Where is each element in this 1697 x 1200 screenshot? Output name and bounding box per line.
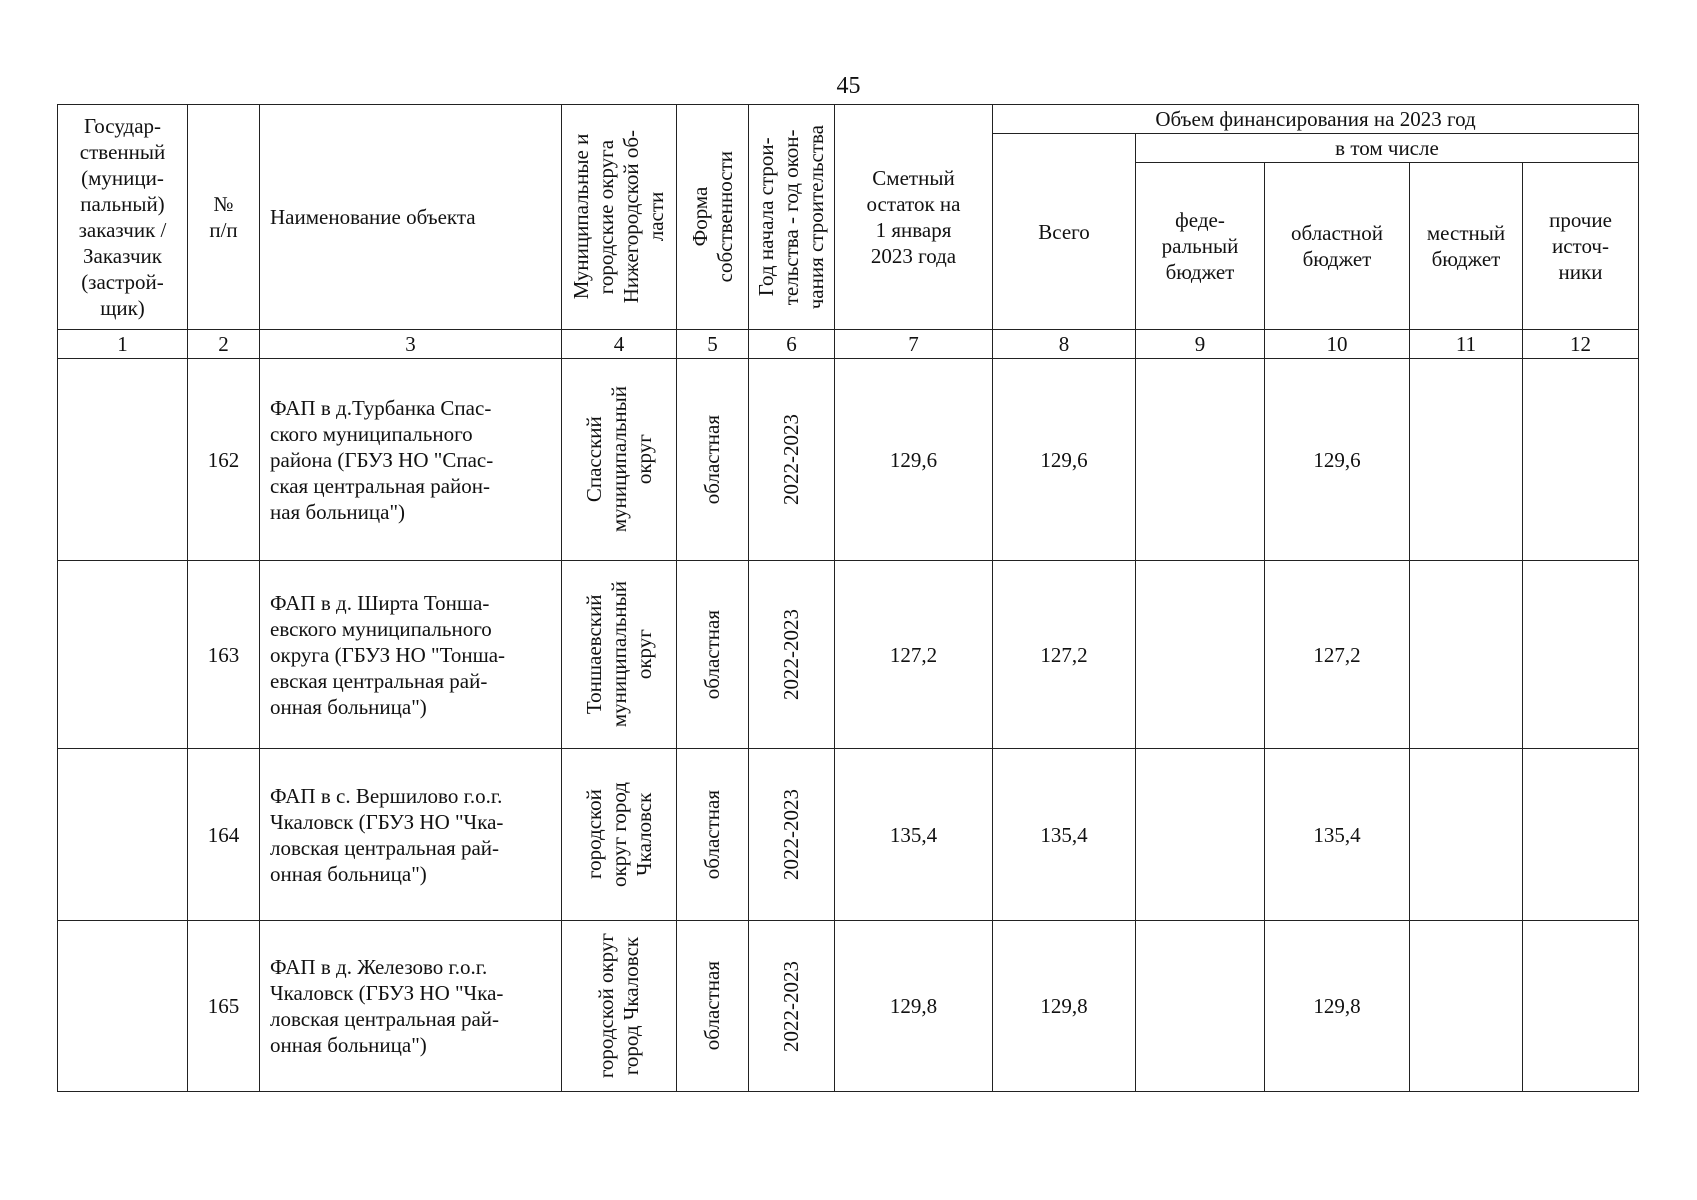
column-number: 5	[677, 330, 749, 359]
cell-customer	[58, 561, 188, 749]
cell-other	[1523, 749, 1639, 921]
cell-customer	[58, 921, 188, 1092]
cell-municipality: Тоншаевский муниципальный округ	[562, 561, 677, 749]
header-municipality: Муниципальные и городские округа Нижегородской об- ласти	[562, 105, 677, 330]
cell-total: 129,6	[993, 359, 1136, 561]
cell-customer	[58, 749, 188, 921]
cell-regional: 129,6	[1265, 359, 1410, 561]
column-number: 8	[993, 330, 1136, 359]
cell-regional: 135,4	[1265, 749, 1410, 921]
cell-years: 2022-2023	[749, 749, 835, 921]
cell-estimate: 129,8	[835, 921, 993, 1092]
cell-estimate: 135,4	[835, 749, 993, 921]
cell-object-name: ФАП в с. Вершилово г.о.г. Чкаловск (ГБУЗ НО "Чка- ловская центральная рай- онная больница")	[260, 749, 562, 921]
cell-regional: 127,2	[1265, 561, 1410, 749]
table-row	[58, 561, 1639, 749]
cell-ownership: областная	[677, 921, 749, 1092]
column-number: 3	[260, 330, 562, 359]
header-estimate: Сметный остаток на 1 января 2023 года	[835, 105, 993, 330]
header-years: Год начала строи- тельства - год окон- чания строительства	[749, 105, 835, 330]
header-customer: Государ- ственный (муници- пальный) заказчик / Заказчик (застрой- щик)	[58, 105, 188, 330]
cell-customer	[58, 359, 188, 561]
cell-other	[1523, 561, 1639, 749]
cell-number: 162	[188, 359, 260, 561]
cell-years: 2022-2023	[749, 359, 835, 561]
column-number: 7	[835, 330, 993, 359]
cell-total: 129,8	[993, 921, 1136, 1092]
cell-number: 164	[188, 749, 260, 921]
cell-estimate: 127,2	[835, 561, 993, 749]
column-number: 2	[188, 330, 260, 359]
cell-object-name: ФАП в д.Турбанка Спас- ского муниципального района (ГБУЗ НО "Спас- ская центральная район- ная больница")	[260, 359, 562, 561]
cell-ownership: областная	[677, 561, 749, 749]
column-number: 6	[749, 330, 835, 359]
header-funding-group: Объем финансирования на 2023 год	[993, 105, 1639, 134]
column-number-row	[58, 330, 1639, 359]
cell-ownership: областная	[677, 359, 749, 561]
cell-federal	[1136, 561, 1265, 749]
table-row	[58, 359, 1639, 561]
cell-municipality: городской округ город Чкаловск	[562, 749, 677, 921]
cell-total: 127,2	[993, 561, 1136, 749]
financing-table	[57, 104, 1639, 1092]
page-number: 45	[836, 73, 861, 99]
cell-municipality: Спасский муниципальный округ	[562, 359, 677, 561]
cell-ownership: областная	[677, 749, 749, 921]
cell-object-name: ФАП в д. Ширта Тонша- евского муниципального округа (ГБУЗ НО "Тонша- евская центральная рай- онная больница")	[260, 561, 562, 749]
cell-federal	[1136, 921, 1265, 1092]
column-number: 4	[562, 330, 677, 359]
cell-number: 163	[188, 561, 260, 749]
cell-other	[1523, 921, 1639, 1092]
header-object-name: Наименование объекта	[260, 105, 562, 330]
header-federal: феде- ральный бюджет	[1136, 163, 1265, 330]
cell-years: 2022-2023	[749, 561, 835, 749]
column-number: 12	[1523, 330, 1639, 359]
header-number: № п/п	[188, 105, 260, 330]
cell-local	[1410, 359, 1523, 561]
header-ownership: Форма собственности	[677, 105, 749, 330]
column-number: 11	[1410, 330, 1523, 359]
cell-municipality: городской округ город Чкаловск	[562, 921, 677, 1092]
table-row	[58, 749, 1639, 921]
header-local: местный бюджет	[1410, 163, 1523, 330]
header-total: Всего	[993, 134, 1136, 330]
cell-other	[1523, 359, 1639, 561]
column-number: 10	[1265, 330, 1410, 359]
cell-regional: 129,8	[1265, 921, 1410, 1092]
cell-number: 165	[188, 921, 260, 1092]
cell-local	[1410, 921, 1523, 1092]
header-including: в том числе	[1136, 134, 1639, 163]
cell-local	[1410, 749, 1523, 921]
cell-object-name: ФАП в д. Железово г.о.г. Чкаловск (ГБУЗ НО "Чка- ловская центральная рай- онная больница")	[260, 921, 562, 1092]
table-row	[58, 921, 1639, 1092]
cell-estimate: 129,6	[835, 359, 993, 561]
cell-federal	[1136, 359, 1265, 561]
cell-total: 135,4	[993, 749, 1136, 921]
cell-federal	[1136, 749, 1265, 921]
cell-local	[1410, 561, 1523, 749]
header-regional: областной бюджет	[1265, 163, 1410, 330]
header-other: прочие источ- ники	[1523, 163, 1639, 330]
column-number: 1	[58, 330, 188, 359]
column-number: 9	[1136, 330, 1265, 359]
cell-years: 2022-2023	[749, 921, 835, 1092]
